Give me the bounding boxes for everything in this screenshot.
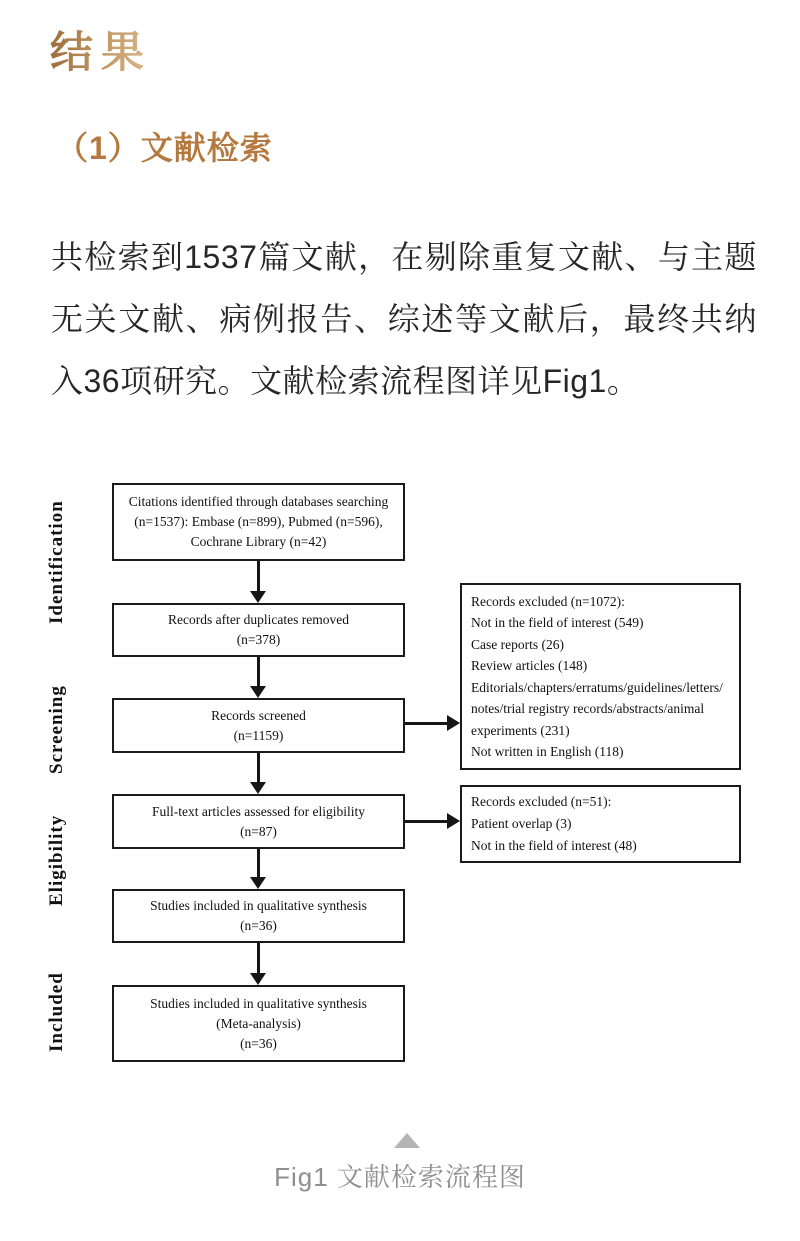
arrow-shaft xyxy=(257,943,260,974)
box-text-line: Not written in English (118) xyxy=(471,744,624,759)
flow-box-records-screened xyxy=(112,698,405,753)
stage-label-eligibility: Eligibility xyxy=(46,814,67,906)
flow-box-duplicates-removed xyxy=(112,603,405,657)
arrow-head-icon xyxy=(447,813,460,829)
arrow-shaft xyxy=(405,820,449,823)
paragraph-line: 入36项研究。文献检索流程图详见Fig1。 xyxy=(51,363,640,399)
down-arrow-icon xyxy=(250,753,267,794)
right-arrow-icon xyxy=(405,813,460,830)
flow-box-fulltext-assessed xyxy=(112,794,405,849)
right-arrow-icon xyxy=(405,715,460,732)
arrow-head-icon xyxy=(250,782,266,794)
box-text-line: (Meta-analysis) xyxy=(216,1015,301,1031)
down-arrow-icon xyxy=(250,943,267,985)
exclusion-box-eligibility xyxy=(460,785,741,863)
box-text-line: Records screened xyxy=(211,707,306,723)
figure-caption: Fig1 文献检索流程图 xyxy=(274,1162,526,1192)
results-title: 结果 xyxy=(50,30,152,77)
box-text-line: Not in the field of interest (549) xyxy=(471,615,644,630)
box-text-line: (n=87) xyxy=(240,823,277,839)
box-text-line: Citations identified through databases searching xyxy=(128,494,389,509)
box-text-line: experiments (231) xyxy=(471,722,570,738)
arrow-shaft xyxy=(257,657,260,687)
box-text-line: Not in the field of interest (48) xyxy=(471,838,637,853)
box-text-line: Patient overlap (3) xyxy=(471,816,572,831)
flow-box-qualitative-synthesis xyxy=(112,889,405,943)
stage-label-screening: Screening xyxy=(46,685,67,775)
collapse-triangle-icon xyxy=(394,1133,420,1148)
arrow-head-icon xyxy=(447,715,460,731)
box-text-line: (n=36) xyxy=(240,918,277,933)
arrow-shaft xyxy=(405,722,449,725)
paragraph-line: 无关文献、病例报告、综述等文献后，最终共纳 xyxy=(51,301,757,337)
box-text-line: Studies included in qualitative synthesis xyxy=(150,898,367,913)
box-text-line: Records excluded (n=1072): xyxy=(471,593,625,609)
flow-box-meta-analysis xyxy=(112,985,405,1062)
box-text-line: notes/trial registry records/abstracts/animal xyxy=(471,701,705,716)
arrow-head-icon xyxy=(250,877,266,889)
stage-label-included: Included xyxy=(46,972,67,1052)
arrow-shaft xyxy=(257,849,260,878)
box-text-line: (n=378) xyxy=(236,632,281,647)
box-text-line: Cochrane Library (n=42) xyxy=(190,534,327,549)
stage-label-identification: Identification xyxy=(46,500,67,625)
arrow-shaft xyxy=(257,561,260,592)
down-arrow-icon xyxy=(250,849,267,889)
arrow-head-icon xyxy=(250,973,266,985)
box-text-line: (n=36) xyxy=(240,1035,277,1051)
arrow-head-icon xyxy=(250,591,266,603)
box-text-line: Full-text articles assessed for eligibility xyxy=(152,803,365,819)
box-text-line: Records excluded (n=51): xyxy=(471,794,612,809)
box-text-line: (n=1159) xyxy=(233,727,284,743)
box-text-line: Editorials/chapters/erratums/guidelines/letters/ xyxy=(471,679,723,695)
box-text-line: Case reports (26) xyxy=(471,636,564,652)
arrow-shaft xyxy=(257,753,260,783)
box-text-line: (n=1537): Embase (n=899), Pubmed (n=596), xyxy=(134,514,383,529)
flow-box-citations-identified xyxy=(112,483,405,561)
down-arrow-icon xyxy=(250,561,267,603)
down-arrow-icon xyxy=(250,657,267,698)
paragraph-line: 共检索到1537篇文献，在剔除重复文献、与主题 xyxy=(51,239,757,275)
exclusion-box-screening xyxy=(460,583,741,770)
arrow-head-icon xyxy=(250,686,266,698)
box-text-line: Review articles (148) xyxy=(471,658,588,673)
box-text-line: Studies included in qualitative synthesis xyxy=(150,995,367,1011)
box-text-line: Records after duplicates removed xyxy=(167,612,350,627)
section-heading: （1）文献检索 xyxy=(56,130,273,166)
